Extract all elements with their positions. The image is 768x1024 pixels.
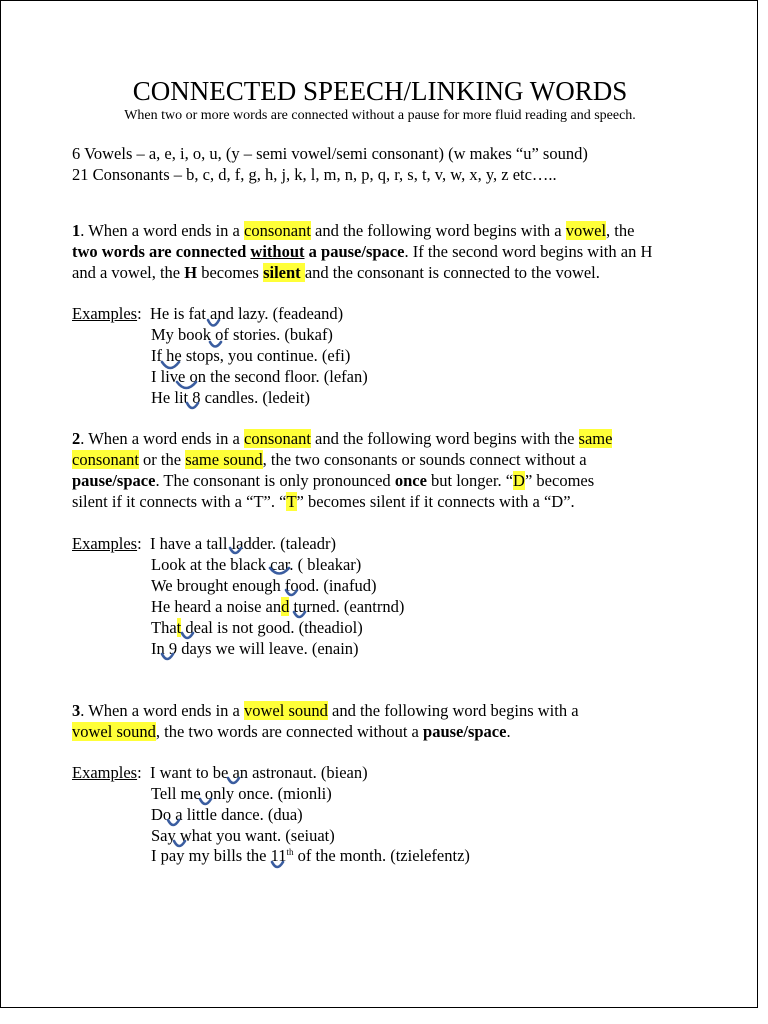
- page-subtitle: When two or more words are connected without a pause for more fluid reading and speech.: [124, 108, 636, 123]
- linking-arc-icon: [176, 381, 198, 391]
- linking-arc-icon: [293, 611, 307, 621]
- vowels-line: 6 Vowels – a, e, i, o, u, (y – semi vowel/semi consonant) (w makes “u” sound): [72, 144, 588, 163]
- rule3-example: I pay my bills the 11th of the month. (tzielefentz): [151, 846, 470, 865]
- rule1-line1: 1. When a word ends in a consonant and the following word begins with a vowel, the: [72, 221, 635, 240]
- rule3-example: I want to be an astronaut. (biean): [150, 763, 368, 782]
- linking-arc-icon: [173, 840, 187, 850]
- rule2-line1: 2. When a word ends in a consonant and the following word begins with the same: [72, 429, 613, 448]
- linking-arc-icon: [271, 861, 285, 871]
- linking-arc-icon: [207, 319, 221, 329]
- linking-arc-icon: [199, 798, 213, 808]
- linking-arc-icon: [285, 589, 299, 599]
- linking-arc-icon: [209, 340, 223, 350]
- linking-arc-icon: [186, 402, 200, 412]
- rule3-example: Tell me only once. (mionli): [151, 784, 332, 803]
- rule1-example: He is fat and lazy. (feadeand): [150, 304, 344, 323]
- rule3-example: Say what you want. (seiuat): [151, 826, 335, 845]
- rule2-example: Look at the black car. ( bleakar): [151, 555, 362, 574]
- rule2-example: That deal is not good. (theadiol): [151, 618, 363, 637]
- linking-arc-icon: [161, 653, 175, 663]
- rule2-example: We brought enough food. (inafud): [151, 576, 377, 595]
- examples-label: Examples:: [72, 763, 142, 782]
- rule1-line3: and a vowel, the H becomes silent and the consonant is connected to the vowel.: [72, 263, 600, 282]
- page-title: CONNECTED SPEECH/LINKING WORDS: [132, 76, 628, 106]
- linking-arc-icon: [167, 819, 181, 829]
- rule1-line2: two words are connected without a pause/space. If the second word begins with an H: [72, 242, 653, 261]
- rule1-example: I live on the second floor. (lefan): [151, 367, 368, 386]
- rule1-example: If he stops, you continue. (efi): [151, 346, 351, 365]
- rule2-example: In 9 days we will leave. (enain): [151, 639, 359, 658]
- linking-arc-icon: [227, 777, 241, 787]
- examples-label: Examples:: [72, 304, 142, 323]
- linking-arc-icon: [269, 567, 291, 577]
- examples-label: Examples:: [72, 534, 142, 553]
- rule2-line2: consonant or the same sound, the two consonants or sounds connect without a: [72, 450, 587, 469]
- rule3-line1: 3. When a word ends in a vowel sound and the following word begins with a: [72, 701, 579, 720]
- rule2-example: He heard a noise and turned. (eantrnd): [151, 597, 405, 616]
- consonants-line: 21 Consonants – b, c, d, f, g, h, j, k, l, m, n, p, q, r, s, t, v, w, x, y, z etc…..: [72, 165, 557, 184]
- rule3-example: Do a little dance. (dua): [151, 805, 303, 824]
- linking-arc-icon: [181, 632, 195, 642]
- rule1-example: My book of stories. (bukaf): [151, 325, 333, 344]
- rule2-line3: pause/space. The consonant is only pronounced once but longer. “D” becomes: [72, 471, 595, 490]
- rule2-example: I have a tall ladder. (taleadr): [150, 534, 336, 553]
- rule1-example: He lit 8 candles. (ledeit): [151, 388, 310, 407]
- rule2-line4: silent if it connects with a “T”. “T” becomes silent if it connects with a “D”.: [72, 492, 575, 511]
- linking-arc-icon: [161, 361, 181, 371]
- linking-arc-icon: [229, 547, 243, 557]
- rule3-line2: vowel sound, the two words are connected without a pause/space.: [72, 722, 511, 741]
